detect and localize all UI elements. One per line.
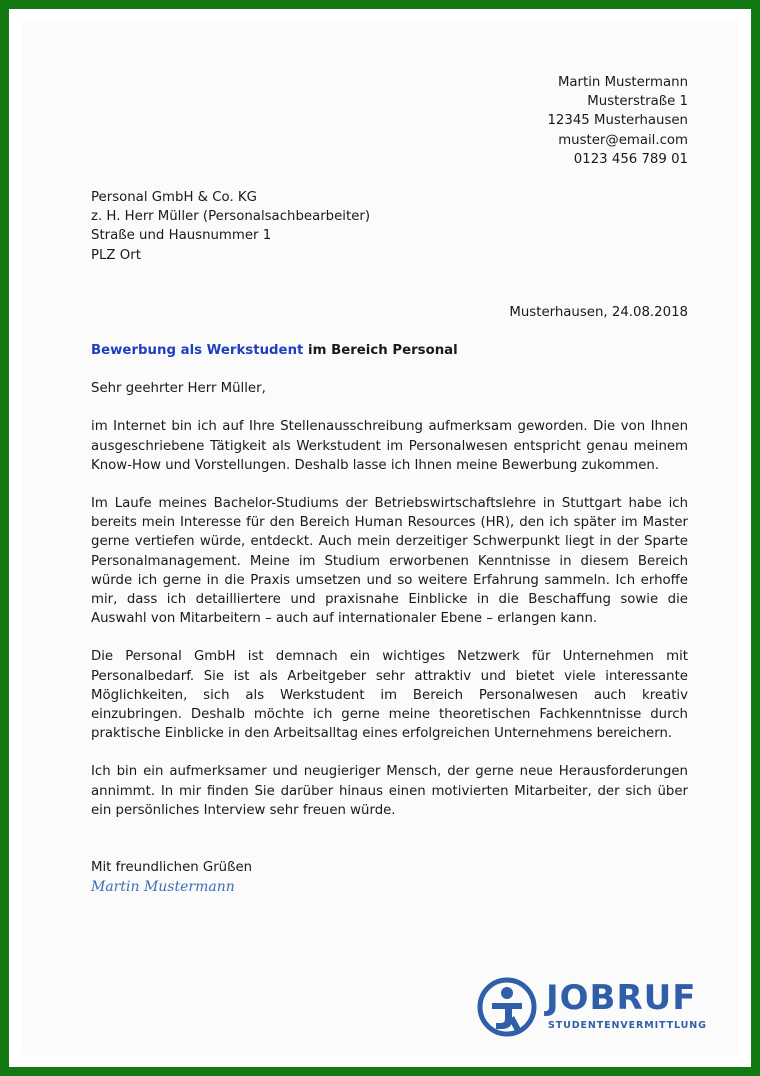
jobruf-logo [476, 976, 706, 1042]
sender-city: 12345 Musterhausen [547, 113, 688, 129]
subject-line [91, 341, 688, 360]
sender-email: muster@email.com [558, 132, 688, 148]
paragraph-1: im Internet bin ich auf Ihre Stellenausschreibung aufmerksam geworden. Die von Ihnen ausgeschriebene Tätigkeit als Werkstudent im Personalwesen entspricht genau meinem Know-How und Vorstellungen. Deshalb lasse ich Ihnen meine Bewerbung zukommen. [91, 419, 688, 473]
recipient-address [91, 188, 688, 265]
subject-rest: im Bereich Personal [303, 343, 458, 359]
recipient-street: Straße und Hausnummer 1 [91, 228, 272, 244]
salutation: Sehr geehrter Herr Müller, [91, 381, 266, 397]
logo-tagline: STUDENTENVERMITTLUNG [548, 1020, 707, 1031]
sender-address [91, 73, 688, 169]
paragraph-3: Die Personal GmbH ist demnach ein wichtiges Netzwerk für Unternehmen mit Personalbedarf. Sie ist als Arbeitgeber sehr attraktiv und bietet viele interessante Möglichkeiten, sich als Werkstudent im Bereich Personalwesen auch kreativ einzubringen. Deshalb möchte ich gerne meine theoretischen Fachkenntnisse durch praktische Einblicke in den Arbeitsalltag eines erfolgreichen Unternehmens bereichern. [91, 649, 688, 742]
subject-highlight: Bewerbung als Werkstudent [91, 343, 304, 359]
sender-phone: 0123 456 789 01 [573, 151, 688, 167]
recipient-company: Personal GmbH & Co. KG [91, 190, 257, 206]
letter-body [91, 73, 688, 898]
sender-street: Musterstraße 1 [587, 94, 688, 110]
jobruf-logo-icon [476, 976, 538, 1038]
paragraph-2: Im Laufe meines Bachelor-Studiums der Betriebswirtschaftslehre in Stuttgart habe ich bereits mein Interesse für den Bereich Human Resources (HR), den ich später im Master gerne vertiefen würde, entdeckt. Auch mein derzeitiger Schwerpunkt liegt in der Sparte Personalmanagement. Meine im Studium erworbenen Kenntnisse in diesem Bereich würde ich gerne in die Praxis umsetzen und so weitere Erfahrung sammeln. Ich erhoffe mir, dass ich detailliertere und praxisnahe Einblicke in die Beschaffung sowie die Auswahl von Mitarbeitern – auch auf internationaler Ebene – erlangen kann. [91, 496, 688, 627]
paragraph-4: Ich bin ein aufmerksamer und neugieriger Mensch, der gerne neue Herausforderungen annimmt. In mir finden Sie darüber hinaus einen motivierten Mitarbeiter, der sich über ein persönliches Interview sehr freuen würde. [91, 764, 688, 818]
signature: Martin Mustermann [91, 879, 235, 896]
letter-date: Musterhausen, 24.08.2018 [509, 304, 688, 320]
closing: Mit freundlichen Grüßen [91, 860, 253, 876]
recipient-city: PLZ Ort [91, 247, 141, 263]
recipient-attention: z. H. Herr Müller (Personalsachbearbeiter) [91, 209, 371, 225]
logo-wordmark: JOBRUF [546, 978, 697, 1018]
sender-name: Martin Mustermann [557, 75, 688, 90]
